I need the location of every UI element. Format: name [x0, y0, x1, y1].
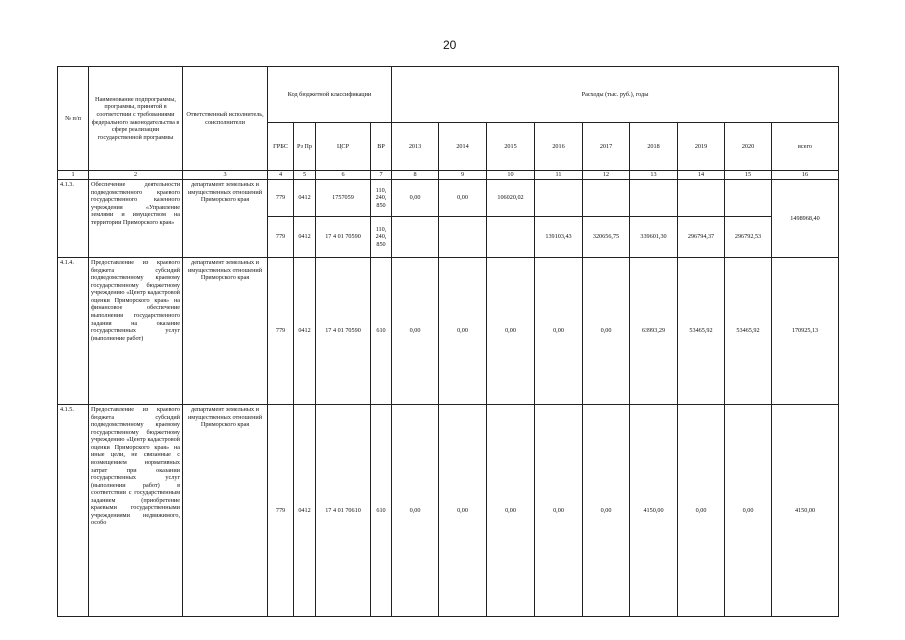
cell-2013: 0,00	[392, 258, 439, 405]
header-year-2016: 2016	[535, 123, 583, 171]
cell-2018: 339601,30	[630, 217, 678, 258]
header-row-1	[58, 67, 839, 123]
cell-2018: 4150,00	[630, 405, 678, 617]
col-number: 5	[294, 171, 316, 180]
col-number: 10	[487, 171, 535, 180]
col-number: 2	[89, 171, 183, 180]
header-year-2020: 2020	[725, 123, 772, 171]
cell-2017: 320656,75	[583, 217, 630, 258]
cell-2014: 0,00	[439, 180, 487, 217]
header-budget-code: Код бюджетной классификации	[268, 67, 392, 123]
cell-2017: 0,00	[583, 405, 630, 617]
cell-2019: 53465,92	[678, 258, 725, 405]
cell-total: 4150,00	[772, 405, 839, 617]
cell-2015	[487, 217, 535, 258]
cell-2015: 0,00	[487, 405, 535, 617]
col-number: 15	[725, 171, 772, 180]
cell-csr: 17 4 01 70610	[316, 405, 371, 617]
cell-2015: 0,00	[487, 258, 535, 405]
header-name: Наименование подпрограммы, программы, принятой в соответствии с требованиями федерального законодательства в сфере реализации государственной программы	[89, 67, 183, 171]
col-number: 6	[316, 171, 371, 180]
table-row	[58, 405, 839, 617]
cell-2016: 139103,43	[535, 217, 583, 258]
cell-2020	[725, 180, 772, 217]
table-row	[58, 180, 839, 217]
header-year-2017: 2017	[583, 123, 630, 171]
cell-2020: 296792,53	[725, 217, 772, 258]
budget-table	[57, 66, 839, 617]
cell-rzpr: 0412	[294, 405, 316, 617]
header-year-2018: 2018	[630, 123, 678, 171]
col-number: 14	[678, 171, 725, 180]
cell-2013	[392, 217, 439, 258]
cell-csr: 17 4 01 70590	[316, 258, 371, 405]
header-year-2014: 2014	[439, 123, 487, 171]
cell-2018: 63993,29	[630, 258, 678, 405]
row-name: Обеспечение деятельности подведомственного краевого государственного казенного учреждения «Управление землями и имуществом на территории Приморского края»	[89, 180, 183, 258]
row-responsible: департамент земельных и имущественных отношений Приморского края	[183, 258, 268, 405]
cell-csr: 1757059	[316, 180, 371, 217]
cell-2019	[678, 180, 725, 217]
col-number: 7	[371, 171, 392, 180]
table-row	[58, 258, 839, 405]
row-responsible: департамент земельных и имущественных отношений Приморского края	[183, 405, 268, 617]
header-vr: ВР	[371, 123, 392, 171]
col-number: 11	[535, 171, 583, 180]
row-num: 4.1.5.	[58, 405, 89, 617]
cell-2014: 0,00	[439, 258, 487, 405]
page-number: 20	[443, 38, 457, 52]
cell-2019: 296794,37	[678, 217, 725, 258]
cell-2014	[439, 217, 487, 258]
cell-csr: 17 4 01 70590	[316, 217, 371, 258]
cell-2015: 106020,02	[487, 180, 535, 217]
row-num: 4.1.4.	[58, 258, 89, 405]
row-name: Предоставление из краевого бюджета субсидий подведомственному краевому государственному бюджетному учреждению «Центр кадастровой оценки Приморского края» на иные цели, не связанные с возмещением нормативных затрат при оказании государственных услуг (выполнении работ) в соответствии с государственным заданием (приобретение краевыми государственными учреждениями недвижимого, особо	[89, 405, 183, 617]
col-number: 3	[183, 171, 268, 180]
cell-2013: 0,00	[392, 405, 439, 617]
header-rzpr: Рз Пр	[294, 123, 316, 171]
col-number: 12	[583, 171, 630, 180]
col-number: 13	[630, 171, 678, 180]
cell-2020: 0,00	[725, 405, 772, 617]
row-name: Предоставление из краевого бюджета субсидий подведомственному краевому государственному бюджетному учреждению «Центр кадастровой оценки Приморского края» на финансовое обеспечение выполнения государственного задания на оказание государственных услуг (выполнение работ)	[89, 258, 183, 405]
cell-2014: 0,00	[439, 405, 487, 617]
header-expenses: Расходы (тыс. руб.), годы	[392, 67, 839, 123]
cell-total: 1498968,40	[772, 180, 839, 258]
cell-2016	[535, 180, 583, 217]
header-num: № п/п	[58, 67, 89, 171]
col-number: 8	[392, 171, 439, 180]
cell-total: 170925,13	[772, 258, 839, 405]
cell-grbs: 779	[268, 258, 294, 405]
cell-vr: 610	[371, 258, 392, 405]
cell-rzpr: 0412	[294, 217, 316, 258]
cell-2020: 53465,92	[725, 258, 772, 405]
cell-grbs: 779	[268, 217, 294, 258]
col-number: 16	[772, 171, 839, 180]
cell-2017: 0,00	[583, 258, 630, 405]
col-number: 9	[439, 171, 487, 180]
header-total: всего	[772, 123, 839, 171]
header-csr: ЦСР	[316, 123, 371, 171]
header-year-2015: 2015	[487, 123, 535, 171]
col-number: 1	[58, 171, 89, 180]
cell-2016: 0,00	[535, 405, 583, 617]
cell-2019: 0,00	[678, 405, 725, 617]
cell-vr: 110, 240, 850	[371, 217, 392, 258]
cell-rzpr: 0412	[294, 258, 316, 405]
cell-grbs: 779	[268, 405, 294, 617]
cell-2016: 0,00	[535, 258, 583, 405]
cell-2017	[583, 180, 630, 217]
cell-2013: 0,00	[392, 180, 439, 217]
row-responsible: департамент земельных и имущественных отношений Приморского края	[183, 180, 268, 258]
header-grbs: ГРБС	[268, 123, 294, 171]
cell-grbs: 779	[268, 180, 294, 217]
column-number-row	[58, 171, 839, 180]
header-year-2013: 2013	[392, 123, 439, 171]
cell-rzpr: 0412	[294, 180, 316, 217]
header-responsible: Ответственный исполнитель, соисполнители	[183, 67, 268, 171]
cell-vr: 610	[371, 405, 392, 617]
col-number: 4	[268, 171, 294, 180]
cell-vr: 110, 240, 850	[371, 180, 392, 217]
header-year-2019: 2019	[678, 123, 725, 171]
row-num: 4.1.3.	[58, 180, 89, 258]
cell-2018	[630, 180, 678, 217]
